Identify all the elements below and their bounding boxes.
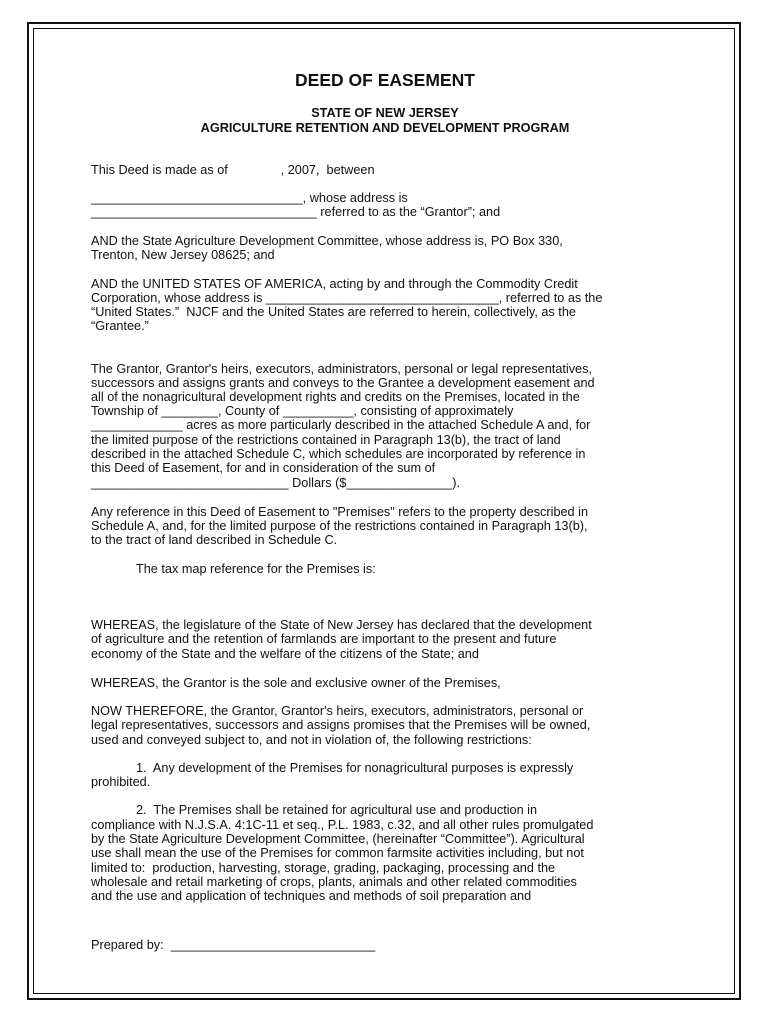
now-therefore-line-2: legal representatives, successors and assigns promises that the Premises will be owned, xyxy=(91,718,591,732)
grant-line-5: _____________ acres as more particularly described in the attached Schedule A and, for xyxy=(91,418,591,432)
prepared-by-line: Prepared by: _____________________________ xyxy=(91,938,376,952)
paragraph-2-line-7: and the use and application of techniques and methods of soil preparation and xyxy=(91,889,532,903)
grant-line-2: successors and assigns grants and conveys to the Grantee a development easement and xyxy=(91,376,595,390)
document-subtitle-program: AGRICULTURE RETENTION AND DEVELOPMENT PROGRAM xyxy=(200,121,570,135)
sadc-line-1: AND the State Agriculture Development Committee, whose address is, PO Box 330, xyxy=(91,234,563,248)
document-subtitle-state: STATE OF NEW JERSEY xyxy=(311,106,459,120)
us-line-3: “United States.” NJCF and the United States are referred to herein, collectively, as the xyxy=(91,305,576,319)
paragraph-1-line-1: 1. Any development of the Premises for nonagricultural purposes is expressly xyxy=(136,761,574,775)
document-title: DEED OF EASEMENT xyxy=(295,70,475,90)
grantor-line-2: ________________________________ referred to as the “Grantor”; and xyxy=(91,205,501,219)
us-line-1: AND the UNITED STATES OF AMERICA, acting by and through the Commodity Credit xyxy=(91,277,578,291)
grant-line-6: the limited purpose of the restrictions contained in Paragraph 13(b), the tract of land xyxy=(91,433,561,447)
intro-line: This Deed is made as of , 2007, between xyxy=(91,163,375,177)
sadc-line-2: Trenton, New Jersey 08625; and xyxy=(91,248,275,262)
grant-line-3: all of the nonagricultural development rights and credits on the Premises, located in the xyxy=(91,390,580,404)
whereas-line-2: of agriculture and the retention of farmlands are important to the present and future xyxy=(91,632,557,646)
paragraph-2-line-4: use shall mean the use of the Premises for common farmsite activities including, but not xyxy=(91,846,584,860)
whereas-line-1: WHEREAS, the legislature of the State of New Jersey has declared that the development xyxy=(91,618,592,632)
tax-map-line: The tax map reference for the Premises is: xyxy=(136,562,376,576)
now-therefore-line-1: NOW THEREFORE, the Grantor, Grantor's heirs, executors, administrators, personal or xyxy=(91,704,584,718)
paragraph-2-line-1: 2. The Premises shall be retained for agricultural use and production in xyxy=(136,803,538,817)
reference-line-3: to the tract of land described in Schedule C. xyxy=(91,533,338,547)
paragraph-1-line-2: prohibited. xyxy=(91,775,151,789)
grant-line-1: The Grantor, Grantor's heirs, executors, administrators, personal or legal representatives, xyxy=(91,362,592,376)
whereas-owner-line: WHEREAS, the Grantor is the sole and exclusive owner of the Premises, xyxy=(91,676,501,690)
grant-line-4: Township of ________, County of __________, consisting of approximately xyxy=(91,404,514,418)
reference-line-1: Any reference in this Deed of Easement to "Premises" refers to the property described in xyxy=(91,505,589,519)
whereas-line-3: economy of the State and the welfare of the citizens of the State; and xyxy=(91,647,479,661)
paragraph-2-line-2: compliance with N.J.S.A. 4:1C-11 et seq., P.L. 1983, c.32, and all other rules promulgated xyxy=(91,818,594,832)
us-line-4: “Grantee.” xyxy=(91,319,149,333)
us-line-2: Corporation, whose address is _________________________________, referred to as the xyxy=(91,291,603,305)
grant-line-9: ____________________________ Dollars ($_______________). xyxy=(91,476,460,490)
paragraph-2-line-3: by the State Agriculture Development Committee, (hereinafter “Committee”). Agricultural xyxy=(91,832,585,846)
now-therefore-line-3: used and conveyed subject to, and not in violation of, the following restrictions: xyxy=(91,733,532,747)
grant-line-8: this Deed of Easement, for and in consideration of the sum of xyxy=(91,461,436,475)
grantor-line-1: ______________________________, whose address is xyxy=(91,191,408,205)
paragraph-2-line-6: wholesale and retail marketing of crops, plants, animals and other related commodities xyxy=(91,875,577,889)
reference-line-2: Schedule A, and, for the limited purpose of the restrictions contained in Paragraph 13(b), xyxy=(91,519,588,533)
paragraph-2-line-5: limited to: production, harvesting, storage, grading, packaging, processing and the xyxy=(91,861,556,875)
grant-line-7: described in the attached Schedule C, which schedules are incorporated by reference in xyxy=(91,447,586,461)
